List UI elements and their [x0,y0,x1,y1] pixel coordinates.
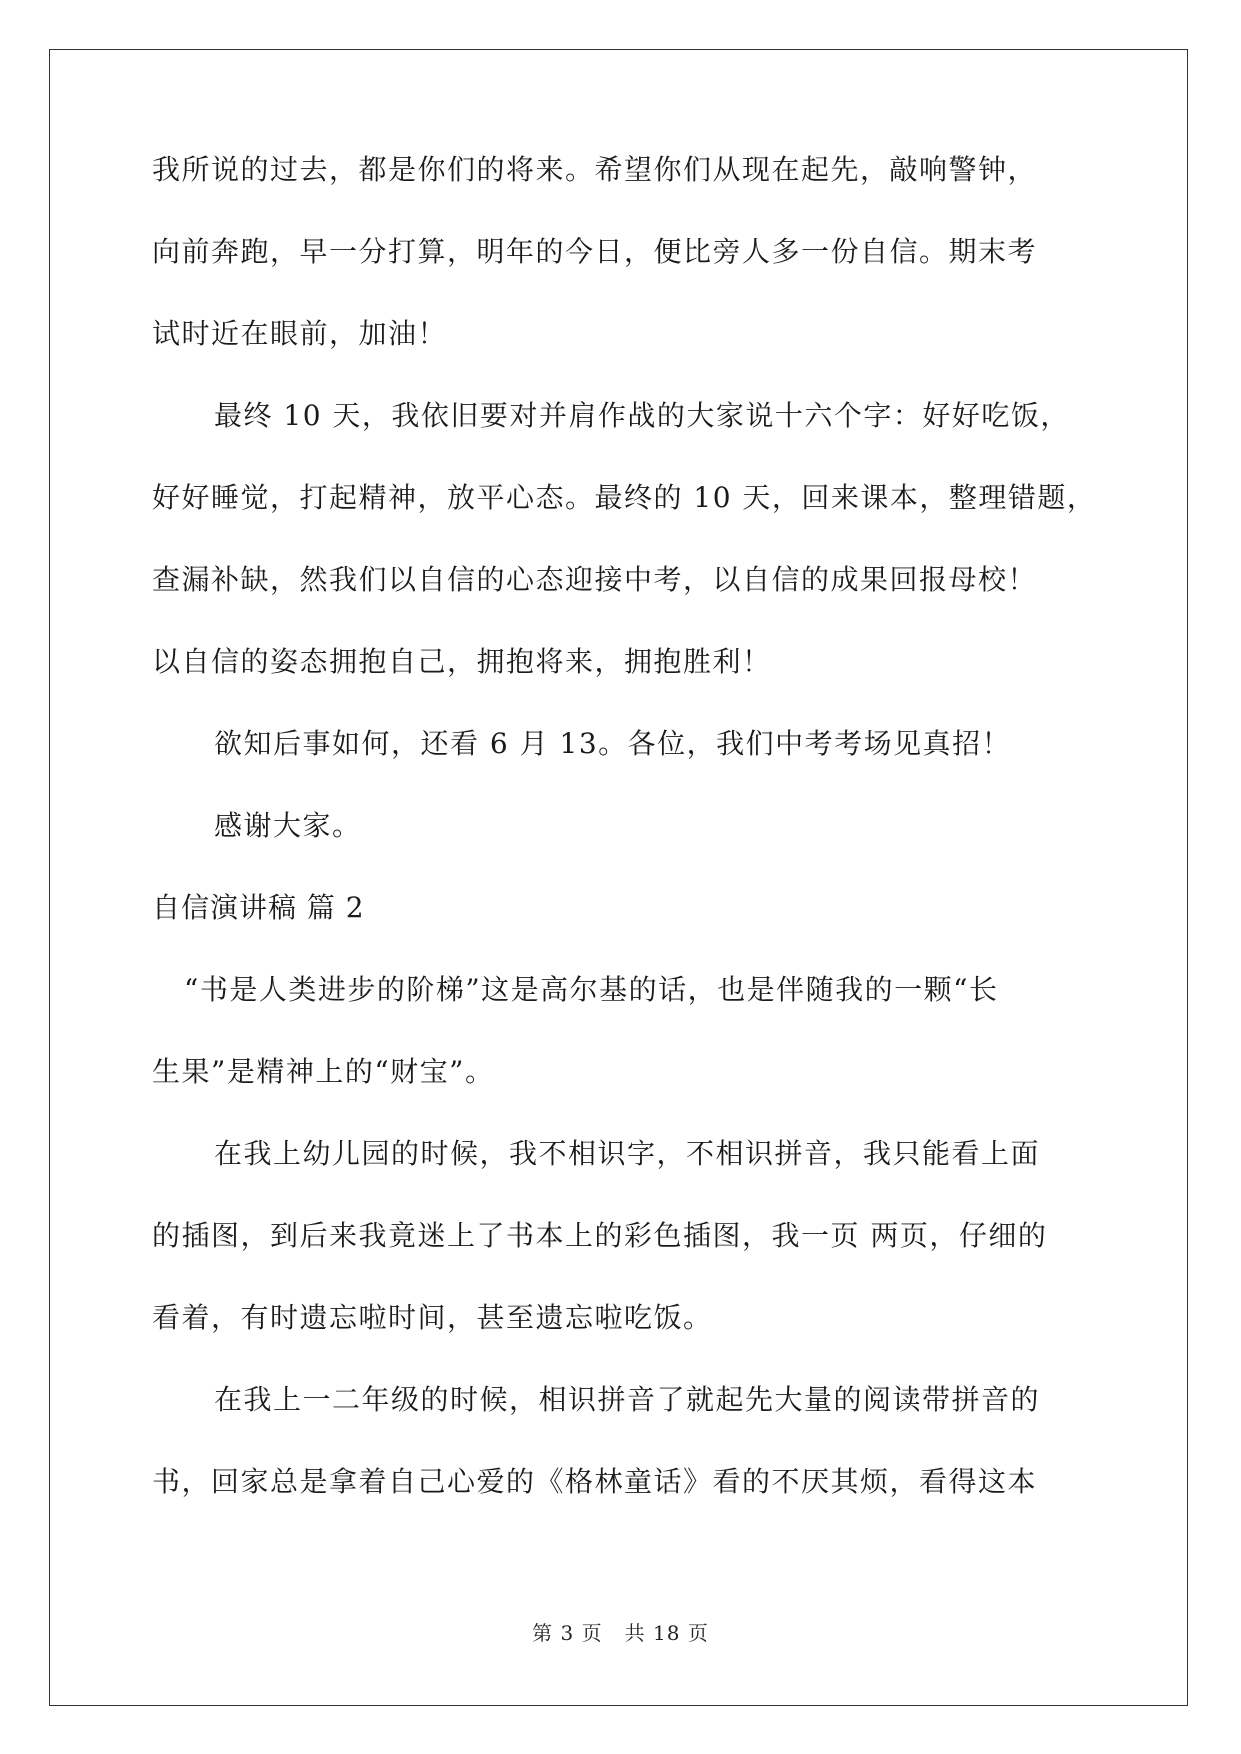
document-body [152,150,1097,1544]
page-total: 共 18 页 [624,1621,709,1645]
text-line: 生果”是精神上的“财宝”。 [152,1055,495,1088]
text-line: 试时近在眼前，加油！ [152,317,448,350]
text-line: 以自信的姿态拥抱自己，拥抱将来，拥抱胜利！ [152,645,772,678]
text-line: 我所说的过去，都是你们的将来。希望你们从现在起先，敲响警钟， [152,153,1038,186]
page-number: 第 3 页 [532,1621,603,1645]
text-line: 欲知后事如何，还看 6 月 13。各位，我们中考考场见真招！ [214,727,1012,760]
text-line: 向前奔跑，早一分打算，明年的今日，便比旁人多一份自信。期末考 [152,235,1038,268]
text-line: 书，回家总是拿着自己心爱的《格林童话》看的不厌其烦，看得这本 [152,1465,1038,1498]
text-line: “书是人类进步的阶梯”这是高尔基的话，也是伴随我的一颗“长 [184,973,999,1006]
text-line: 感谢大家。 [214,809,362,842]
page-footer [0,1617,1241,1646]
text-line: 看着，有时遗忘啦时间，甚至遗忘啦吃饭。 [152,1301,713,1334]
text-line: 好好睡觉，打起精神，放平心态。最终的 10 天，回来课本，整理错题， [152,481,1097,514]
text-line: 最终 10 天，我依旧要对并肩作战的大家说十六个字：好好吃饭， [214,399,1070,432]
section-heading: 自信演讲稿 篇 2 [152,891,365,924]
text-line: 查漏补缺，然我们以自信的心态迎接中考，以自信的成果回报母校！ [152,563,1038,596]
text-line: 在我上一二年级的时候，相识拼音了就起先大量的阅读带拼音的 [214,1383,1041,1416]
text-line: 在我上幼儿园的时候，我不相识字，不相识拼音，我只能看上面 [214,1137,1041,1170]
text-line: 的插图，到后来我竟迷上了书本上的彩色插图，我一页 两页，仔细的 [152,1219,1048,1252]
